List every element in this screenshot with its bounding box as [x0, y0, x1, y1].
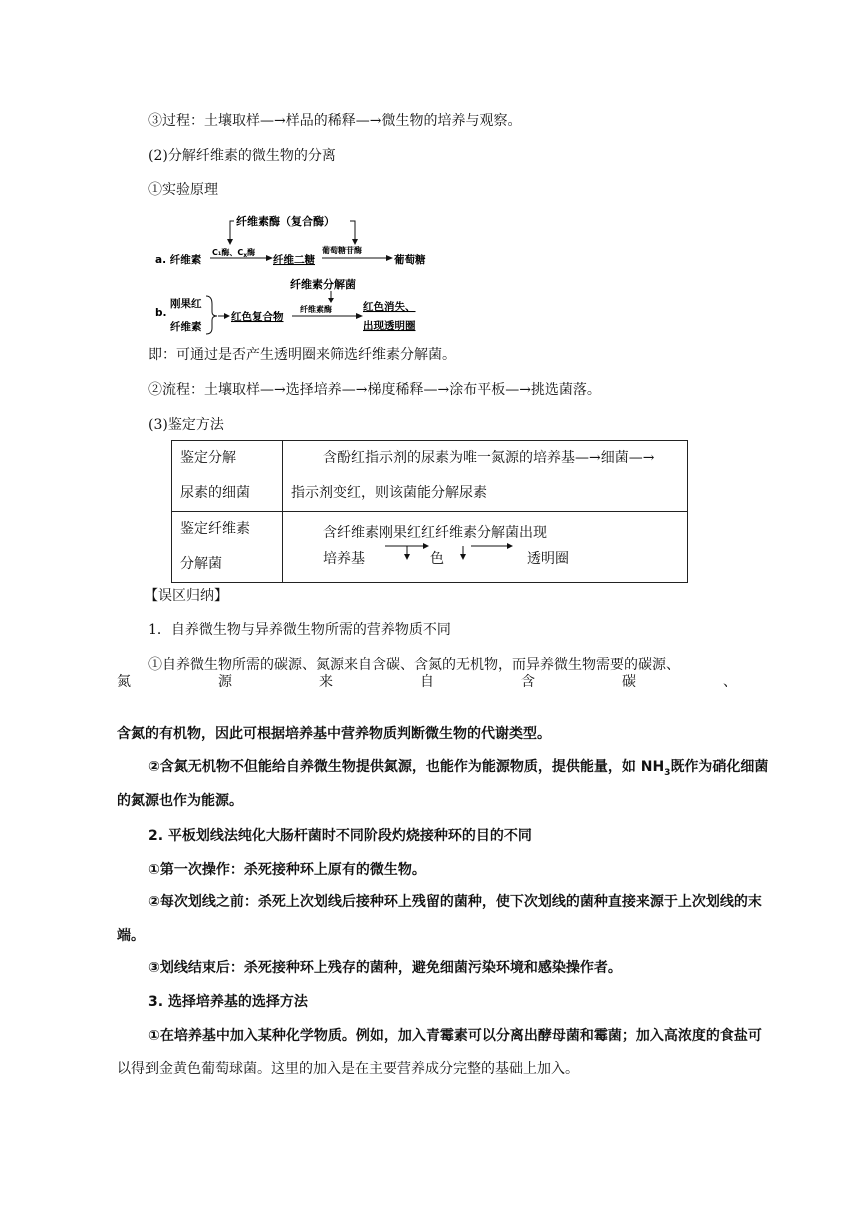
- item1-p2-line1: ②含氮无机物不但能给自养微生物提供氮源，也能作为能源物质，提供能量，如 $NH_3$既作为硝化细菌: [148, 759, 769, 778]
- item3-p1-line2: 以得到金黄色葡萄球菌。这里的加入是在主要营养成分完整的基础上加入。: [117, 1061, 579, 1077]
- table-cell-urea-method: 含酚红指示剂的尿素为唯一氮源的培养基—→细菌—→ 指示剂变红，则该菌能分解尿素: [283, 441, 688, 512]
- item2-p3: ③划线结束后：杀死接种环上残存的菌种，避免细菌污染环境和感染操作者。: [148, 960, 622, 976]
- reaction-diagram-b: [150, 272, 450, 338]
- item2-heading: 2. 平板划线法纯化大肠杆菌时不同阶段灼烧接种环的目的不同: [148, 828, 532, 844]
- screening-note: 即：可通过是否产生透明圈来筛选纤维素分解菌。: [148, 347, 456, 363]
- process-line: ③过程：土壤取样—→样品的稀释—→微生物的培养与观察。: [148, 113, 522, 129]
- clear-zone-label: 出现透明圈: [363, 320, 416, 332]
- cellulase-label: 纤维素酶: [300, 305, 332, 314]
- principle-title: ①实验原理: [148, 182, 218, 198]
- item1-heading: 1．自养微生物与异养微生物所需的营养物质不同: [148, 622, 451, 638]
- label-b: b.: [155, 307, 167, 319]
- item2-p1: ①第一次操作：杀死接种环上原有的微生物。: [148, 862, 426, 878]
- subsection-title: (2)分解纤维素的微生物的分离: [148, 148, 336, 164]
- item1-p1-line1: ①自养微生物所需的碳源、氮源来自含碳、含氮的无机物，而异养微生物需要的碳源、: [148, 657, 680, 673]
- c1-cx-enzyme-label: C₁酶、$C_x$酶: [212, 248, 256, 259]
- identification-title: (3)鉴定方法: [148, 417, 224, 433]
- item2-p2-line1: ②每次划线之前：杀死上次划线后接种环上残留的菌种，使下次划线的菌种直接来源于上次划线的末: [148, 894, 762, 910]
- item1-p2-line2: 的氮源也作为能源。: [117, 793, 243, 809]
- item3-p1-line1: ①在培养基中加入某种化学物质。例如，加入青霉素可以分离出酵母菌和霉菌；加入高浓度的食盐可: [148, 1028, 762, 1044]
- procedure-line: ②流程：土壤取样—→选择培养—→梯度稀释—→涂布平板—→挑选菌落。: [148, 382, 601, 398]
- item1-p1-line3: 含氮的有机物，因此可根据培养基中营养物质判断微生物的代谢类型。: [117, 726, 551, 742]
- table-cell-cellulose-label: 鉴定纤维素 分解菌: [172, 512, 283, 583]
- table-row: [172, 512, 688, 583]
- reaction-diagram-a: [150, 208, 450, 270]
- glucose-label: 葡萄糖: [394, 254, 426, 266]
- congo-red-label: 刚果红: [170, 298, 202, 310]
- table-row: [172, 441, 688, 512]
- identification-table: [171, 440, 688, 583]
- flow-arrows: [283, 512, 800, 580]
- item2-p2-line2: 端。: [117, 928, 145, 944]
- item1-p1-spread-line: 氮 源 来 自 含 碳 、: [117, 674, 737, 690]
- table-cell-urea-label: 鉴定分解 尿素的细菌: [172, 441, 283, 512]
- enzyme-complex-label: 纤维素酶（复合酶）: [236, 215, 335, 228]
- cellulose-label-b: 纤维素: [170, 321, 202, 333]
- section-heading: 【误区归纳】: [144, 588, 228, 604]
- red-disappears-label: 红色消失、: [363, 301, 416, 313]
- table-cell-cellulose-method: 含纤维素刚果红红纤维素分解菌出现 培养基 色 透明圈: [283, 512, 688, 583]
- glucosidase-label: 葡萄糖苷酶: [322, 246, 362, 255]
- cellulose-bacteria-label: 纤维素分解菌: [290, 278, 356, 291]
- cellobiose-label: 纤维二糖: [273, 254, 315, 266]
- cellulose-label: a. 纤维素: [155, 254, 202, 266]
- item3-heading: 3. 选择培养基的选择方法: [148, 994, 308, 1010]
- red-complex-label: 红色复合物: [231, 311, 284, 323]
